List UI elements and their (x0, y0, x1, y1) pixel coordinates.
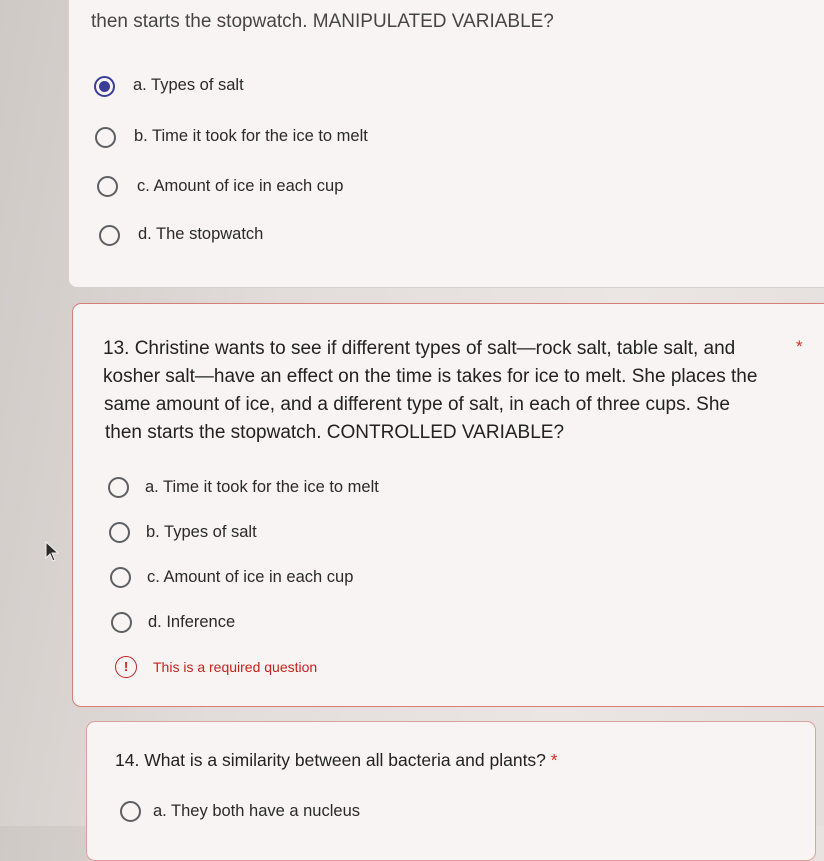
error-icon: ! (115, 656, 137, 678)
q12-option-c-label: c. Amount of ice in each cup (137, 177, 344, 195)
q12-option-c-radio[interactable] (97, 176, 118, 197)
q12-option-b-label: b. Time it took for the ice to melt (134, 127, 368, 145)
question-12-card (68, 0, 824, 288)
question-14-card (86, 721, 816, 861)
question-13-text-line-1: 13. Christine wants to see if different types of salt—rock salt, table salt, and (103, 338, 736, 359)
question-13-text-line-4: then starts the stopwatch. CONTROLLED VARIABLE? (105, 422, 565, 443)
q12-option-d-label: d. The stopwatch (138, 225, 264, 243)
q13-option-c-radio[interactable] (110, 567, 131, 588)
q13-option-d-radio[interactable] (111, 612, 132, 633)
q13-option-b-radio[interactable] (109, 522, 130, 543)
q12-option-b-radio[interactable] (95, 127, 116, 148)
q13-option-a-label: a. Time it took for the ice to melt (145, 478, 379, 496)
required-asterisk: * (796, 337, 803, 356)
question-13-text-line-2: kosher salt—have an effect on the time is takes for ice to melt. She places the (103, 366, 758, 387)
q14-option-a-label: a. They both have a nucleus (153, 802, 361, 820)
q12-option-d-radio[interactable] (99, 225, 120, 246)
required-question-error: This is a required question (153, 659, 318, 675)
question-13-card (72, 303, 824, 707)
question-14-text (115, 746, 558, 774)
question-14-label: 14. What is a similarity between all bacteria and plants? (115, 750, 546, 770)
q14-option-a-radio[interactable] (120, 801, 141, 822)
q13-option-b-label: b. Types of salt (146, 523, 257, 541)
mouse-cursor-icon (44, 540, 62, 564)
required-asterisk: * (550, 750, 558, 770)
q13-option-a-radio[interactable] (108, 477, 129, 498)
question-13-text-line-3: same amount of ice, and a different type of salt, in each of three cups. She (104, 394, 730, 415)
question-12-last-line: then starts the stopwatch. MANIPULATED VARIABLE? (91, 11, 554, 32)
q13-option-c-label: c. Amount of ice in each cup (147, 568, 354, 586)
q12-option-a-label: a. Types of salt (133, 76, 244, 94)
q12-option-a-radio[interactable] (94, 76, 115, 97)
q13-option-d-label: d. Inference (148, 613, 236, 631)
